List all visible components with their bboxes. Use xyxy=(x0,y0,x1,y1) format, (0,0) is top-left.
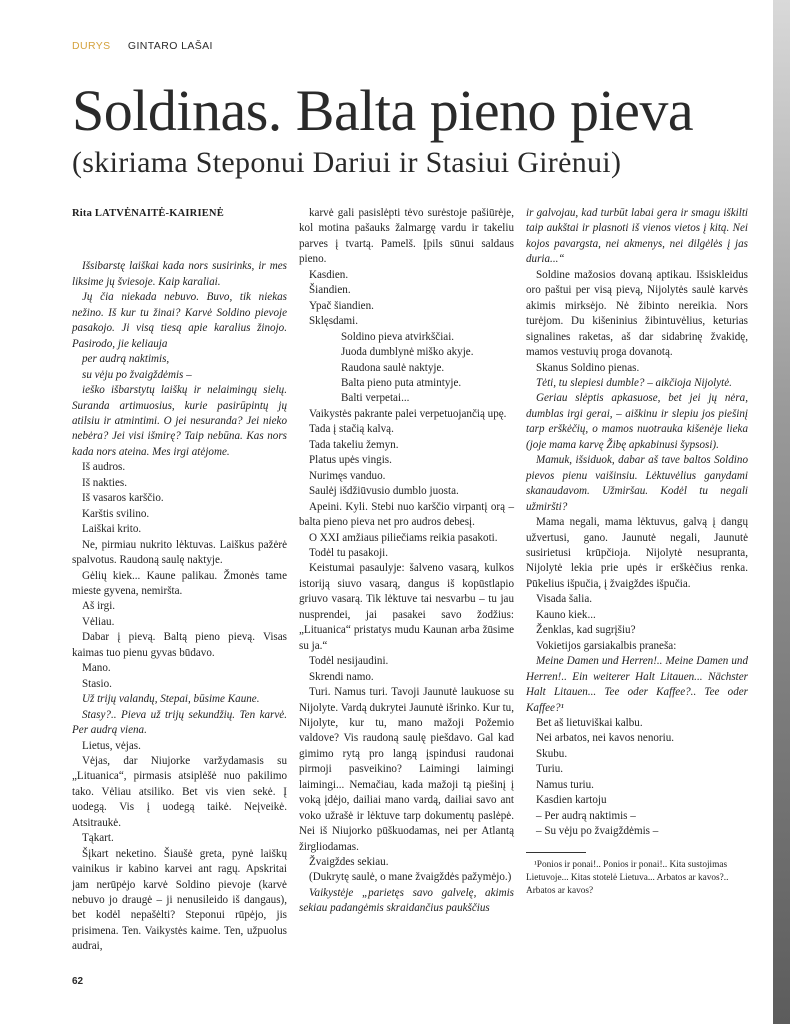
page-number: 62 xyxy=(72,976,84,987)
poem-line: Balta pieno puta atmintyje. xyxy=(341,376,462,389)
footnote-rule xyxy=(526,852,586,853)
paragraph: Namus turiu. xyxy=(536,778,594,791)
paragraph: Iš vasaros karščio. xyxy=(82,492,164,505)
paragraph: Šįkart neketino. Šiaušė greta, pynė laiškų vainikus ir kabino karvei ant ragų. Apskritai jam nerūpėjo karvė Soldino pievoje (karvė nebuvo jo draugė – ji nenusileido iš dangaus), bet kodėl nepašėlti? Steponui rūpėjo, jis prisimena. Ten. Vaikystės kaime. Ten, užpuolus audrai, xyxy=(72,847,287,953)
paragraph: – Su vėju po žvaigždėmis – xyxy=(536,825,659,838)
paragraph: Vaikystės pakrante palei verpetuojančią upę. xyxy=(309,407,507,420)
paragraph: Saulėj išdžiūvusio dumblo juosta. xyxy=(309,485,459,498)
article-title: Soldinas. Balta pieno pieva xyxy=(72,78,694,143)
paragraph: Išsibarstę laiškai kada nors susirinks, ir mes liksime jų šviesoje. Kaip karaliai. xyxy=(72,260,287,288)
paragraph: Todėl tu pasakoji. xyxy=(309,546,389,559)
paragraph: Vokietijos garsiakalbis praneša: xyxy=(536,639,677,652)
paragraph: Jų čia niekada nebuvo. Buvo, tik niekas nežino. Iš kur tu žinai? Karvė Soldino pievoje pasakojo. Ji visą tiesą apie karalius žinojo. Pasirodo, jie keliauja xyxy=(72,291,287,350)
paragraph: Kasdien. xyxy=(309,268,349,281)
paragraph: Todėl nesijaudini. xyxy=(309,655,389,668)
paragraph: Iš audros. xyxy=(82,461,126,474)
paragraph: ir galvojau, kad turbūt labai gera ir smagu iškilti taip aukštai ir plasnoti iš vienos vietos į kitą. Nei kojos pavargsta, nei akmenys, nei dilgėlės į jas duria...“ xyxy=(526,207,748,266)
paragraph: Skrendi namo. xyxy=(309,670,374,683)
paragraph: Lietus, vėjas. xyxy=(82,739,141,752)
poem-line: Juoda dumblynė miško akyje. xyxy=(341,346,474,359)
paragraph: Apeini. Kyli. Stebi nuo karščio virpantį orą – balta pieno pieva net pro audros debesį. xyxy=(299,500,514,529)
paragraph: O XXI amžiaus piliečiams reikia pasakoti. xyxy=(309,531,498,544)
section-label: DURYS xyxy=(72,40,111,52)
paragraph: Šiandien. xyxy=(309,284,351,297)
paragraph: Už trijų valandų, Stepai, būsime Kaune. xyxy=(82,693,260,706)
paragraph: Vėliau. xyxy=(82,615,115,628)
paragraph: Iš nakties. xyxy=(82,476,127,489)
paragraph: Vaikystėje „parietęs savo galvelę, akimis sekiau padangėmis skraidančius paukščius xyxy=(299,886,514,915)
paragraph: Mama negali, mama lėktuvus, galvą į dangų užvertusi, gano. Jaunutė negali, Jaunutė susirietusi krūpčioja. Nijolytė nesupranta, Nijolytė lekia prie upės ir erškėčius renka. Pūkelius išpučia, į žvaigždes išpučia. xyxy=(526,516,748,590)
paragraph: Karštis svilino. xyxy=(82,507,150,520)
paragraph: Kasdien kartoju xyxy=(536,794,607,807)
paragraph: Kauno kiek... xyxy=(536,608,596,621)
running-header xyxy=(72,40,213,52)
paragraph: Mano. xyxy=(82,662,111,675)
paragraph: Turi. Namus turi. Tavoji Jaunutė laukuose su Nijolyte. Vardą dukrytei Jaunutė išrinko. Kur tu, Nijolyte, kur tu, mano mažoji Požemio valdove? Vis raudoną saulę piešdavo. Gal kad gimimo rytą pro langą įspindusi raudonai pirmoji pasveikino? Laimingi laimingi laimingi... Nemačiau, kada mažoji tą piešinį į voką įdėjo, dailiai mano vardą, dailiai savo ant voko užrašė ir lėktuve tarp dokumentų paslėpė. Nei iš Niujorko pūškuodamas, nei per Atlantą žirgliodamas. xyxy=(299,686,514,853)
text-column-1 xyxy=(72,206,287,955)
paragraph: Skubu. xyxy=(536,747,568,760)
column-label: GINTARO LAŠAI xyxy=(127,40,213,52)
paragraph: per audrą naktimis, xyxy=(82,353,170,366)
paragraph: Keistumai pasaulyje: šalveno vasarą, kulkos istoriją siuvo vasarą, dangus iš kopūstlapio griuvo vasarą. Tik lėktuve tai nesvarbu – tu jau nusprendei, jai pasakei savo žodžius: „Lituanica“ pristatys mudu Kaunan arba žūsime su ja.“ xyxy=(299,562,514,652)
poem-line: Raudona saulė naktyje. xyxy=(341,361,445,374)
paragraph: Platus upės vingis. xyxy=(309,454,392,467)
paragraph: Dabar į pievą. Baltą pieno pievą. Visas kaimas tuo pienu gyvas būdavo. xyxy=(72,631,287,659)
paragraph: Ženklas, kad sugrįšiu? xyxy=(536,624,636,637)
paragraph: Tada takeliu žemyn. xyxy=(309,438,399,451)
paragraph: su vėju po žvaigždėmis – xyxy=(82,368,192,381)
paragraph: – Per audrą naktimis – xyxy=(536,809,636,822)
article-subtitle: (skiriama Steponui Dariui ir Stasiui Girėnui) xyxy=(72,146,622,179)
paragraph: Gėlių kiek... Kaune palikau. Žmonės tame mieste gyvena, nemiršta. xyxy=(72,569,287,597)
paragraph: Sklęsdami. xyxy=(309,315,358,328)
paragraph: Skanus Soldino pienas. xyxy=(536,361,640,374)
paragraph: karvė gali pasislėpti tėvo surėstoje pašiūrėje, kol motina pašauks žalmargę vardu ir takeliu parves į tvartą. Pamelš. Įpils sūnui saldaus pieno. xyxy=(299,207,514,266)
paragraph: Tąkart. xyxy=(82,832,114,845)
poem-line: Soldino pieva atvirkščiai. xyxy=(341,330,455,343)
paragraph: Geriau slėptis apkasuose, bet jei jų nėra, dumblas irgi gerai, – aiškinu ir slepiu jos piešinį tarp erškėčių, o mamos nuotrauka kišenėje lieka (joje mama karvę Žibę apkabinusi šypsosi). xyxy=(526,392,748,451)
author-byline: Rita LATVĖNAITĖ-KAIRIENĖ xyxy=(72,208,224,219)
paragraph: Nei arbatos, nei kavos nenoriu. xyxy=(536,732,675,745)
paragraph: Aš irgi. xyxy=(82,600,116,613)
paragraph: Tėti, tu slepiesi dumble? – aikčioja Nijolytė. xyxy=(536,376,732,389)
paragraph: ieško išbarstytų laiškų ir nelaimingų sielų. Suranda artimuosius, kurie pasirūpintų jų atilsiu ir atmintimi. O jei nesuranda? Jei nieko nebėra? Jei visi išmirę? Taip nebūna. Kas nors kada nors ateina. Mes irgi atėjome. xyxy=(72,384,287,458)
poem-line: Balti verpetai... xyxy=(341,392,410,405)
paragraph: Ne, pirmiau nukrito lėktuvas. Laiškus pažėrė spalvotus. Raudoną saulę naktyje. xyxy=(72,538,287,567)
paragraph: Bet aš lietuviškai kalbu. xyxy=(536,716,643,729)
paragraph: Stasio. xyxy=(82,677,112,690)
paragraph: Stasy?.. Pieva už trijų sekundžių. Ten karvė. Per audrą viena. xyxy=(72,708,287,737)
paragraph: (Dukrytę saulė, o mane žvaigždės pažymėjo.) xyxy=(309,871,512,884)
paragraph: Soldine mažosios dovaną aptikau. Išsiskleidus oro paštui per visą pievą, Nijolytės saulė karvės akimis mirksėjo. Nė žibinto nereikia. Nors turėjom. Du kišeninius žibintuvėlius, keturias signalines raketas, aš dar sidabrinę žvakidę, mamos vestuvių proga dovanotą. xyxy=(526,268,748,359)
footnote: ¹Ponios ir ponai!.. Ponios ir ponai!.. Kita sustojimas Lietuvoje... Kitas stotelė Lietuva... Arbatos ar kavos?.. Arbatos ar kavos? xyxy=(526,859,729,896)
paragraph: Mamuk, išsiduok, dabar aš tave baltos Soldino pievos pienu vaišinsiu. Lėktuvėlius ganydami skanaudavom. Užmiršau. Kodėl tu negali užmiršti? xyxy=(526,454,748,513)
paragraph: Turiu. xyxy=(536,763,564,776)
page-edge-gradient xyxy=(773,0,790,1024)
text-column-3 xyxy=(526,206,748,898)
paragraph: Laiškai krito. xyxy=(82,523,142,536)
paragraph: Ypač šiandien. xyxy=(309,299,374,312)
paragraph: Meine Damen und Herren!.. Meine Damen und Herren!.. Ein weiterer Halt Litauen... Nächster Halt Litauen... Tee oder Kaffee?.. Tee oder Kaffee?¹ xyxy=(526,655,748,714)
paragraph: Žvaigždes sekiau. xyxy=(309,856,389,869)
paragraph: Visada šalia. xyxy=(536,593,593,606)
paragraph: Nurimęs vanduo. xyxy=(309,469,386,482)
text-column-2 xyxy=(299,206,514,917)
paragraph: Tada į stačią kalvą. xyxy=(309,423,394,436)
paragraph: Vėjas, dar Niujorke varžydamasis su „Lituanica“, pirmasis atsiplėšė nuo pakilimo tako. Vėliau atsiliko. Bet vis vien sekė. Į uodegą. Vis į uodegą taikė. Neįveikė. Atsitraukė. xyxy=(72,754,287,829)
